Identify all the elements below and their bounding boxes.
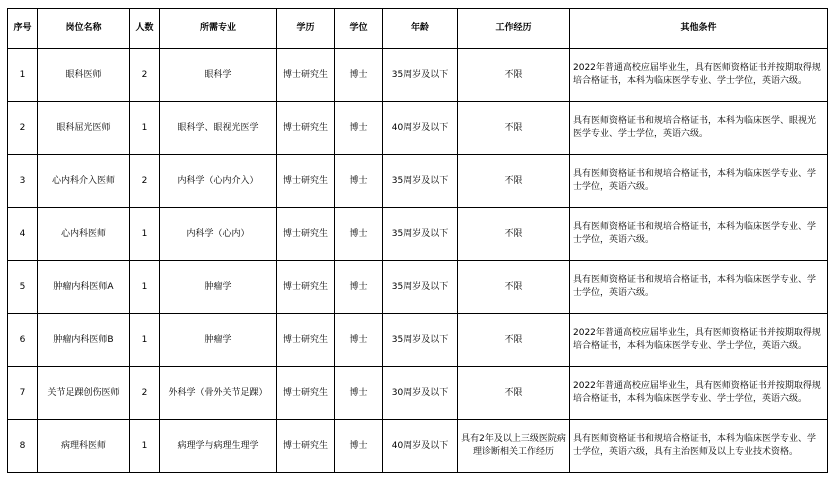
cell-other: 2022年普通高校应届毕业生，具有医师资格证书并按期取得规培合格证书，本科为临床医学专业、学士学位，英语六级。 [570,314,828,367]
table-row [8,102,828,155]
cell-experience: 不限 [458,367,570,420]
header-major: 所需专业 [160,9,277,49]
table-row [8,314,828,367]
cell-experience: 不限 [458,49,570,102]
cell-major: 眼科学 [160,49,277,102]
cell-other: 2022年普通高校应届毕业生，具有医师资格证书并按期取得规培合格证书，本科为临床医学专业、学士学位，英语六级。 [570,49,828,102]
cell-count: 1 [130,420,160,473]
cell-age: 35周岁及以下 [383,49,458,102]
cell-no: 3 [8,155,38,208]
table-row [8,155,828,208]
cell-age: 35周岁及以下 [383,155,458,208]
cell-post: 肿瘤内科医师A [38,261,130,314]
recruitment-table-container [7,8,828,473]
cell-age: 30周岁及以下 [383,367,458,420]
cell-degree: 博士 [335,314,383,367]
cell-experience: 不限 [458,314,570,367]
cell-major: 眼科学、眼视光医学 [160,102,277,155]
cell-no: 2 [8,102,38,155]
cell-experience: 不限 [458,102,570,155]
cell-age: 35周岁及以下 [383,208,458,261]
cell-post: 心内科医师 [38,208,130,261]
cell-major: 外科学（骨外关节足踝） [160,367,277,420]
cell-experience: 不限 [458,155,570,208]
cell-no: 6 [8,314,38,367]
cell-post: 眼科医师 [38,49,130,102]
cell-other: 2022年普通高校应届毕业生，具有医师资格证书并按期取得规培合格证书，本科为临床医学专业、学士学位，英语六级。 [570,367,828,420]
cell-count: 2 [130,367,160,420]
cell-major: 内科学（心内介入） [160,155,277,208]
cell-education: 博士研究生 [277,420,335,473]
cell-other: 具有医师资格证书和规培合格证书，本科为临床医学专业、学士学位，英语六级。 [570,155,828,208]
cell-no: 4 [8,208,38,261]
cell-count: 1 [130,314,160,367]
cell-age: 35周岁及以下 [383,261,458,314]
header-count: 人数 [130,9,160,49]
cell-experience: 不限 [458,261,570,314]
cell-age: 40周岁及以下 [383,102,458,155]
cell-experience: 具有2年及以上三级医院病理诊断相关工作经历 [458,420,570,473]
cell-education: 博士研究生 [277,208,335,261]
cell-no: 1 [8,49,38,102]
cell-count: 1 [130,208,160,261]
table-row [8,261,828,314]
cell-count: 1 [130,261,160,314]
table-row [8,420,828,473]
cell-post: 病理科医师 [38,420,130,473]
cell-no: 8 [8,420,38,473]
cell-count: 2 [130,155,160,208]
cell-other: 具有医师资格证书和规培合格证书，本科为临床医学专业、学士学位，英语六级，具有主治医师及以上专业技术资格。 [570,420,828,473]
cell-education: 博士研究生 [277,314,335,367]
cell-other: 具有医师资格证书和规培合格证书，本科为临床医学专业、学士学位，英语六级。 [570,208,828,261]
cell-degree: 博士 [335,102,383,155]
cell-major: 病理学与病理生理学 [160,420,277,473]
cell-major: 肿瘤学 [160,261,277,314]
cell-major: 肿瘤学 [160,314,277,367]
cell-no: 7 [8,367,38,420]
cell-age: 35周岁及以下 [383,314,458,367]
cell-degree: 博士 [335,155,383,208]
header-no: 序号 [8,9,38,49]
table-row [8,208,828,261]
cell-education: 博士研究生 [277,49,335,102]
cell-count: 1 [130,102,160,155]
header-education: 学历 [277,9,335,49]
cell-education: 博士研究生 [277,367,335,420]
cell-degree: 博士 [335,367,383,420]
cell-education: 博士研究生 [277,155,335,208]
cell-other: 具有医师资格证书和规培合格证书，本科为临床医学专业、学士学位，英语六级。 [570,261,828,314]
cell-education: 博士研究生 [277,102,335,155]
cell-experience: 不限 [458,208,570,261]
cell-degree: 博士 [335,261,383,314]
cell-post: 关节足踝创伤医师 [38,367,130,420]
table-row [8,367,828,420]
cell-degree: 博士 [335,208,383,261]
cell-no: 5 [8,261,38,314]
header-post: 岗位名称 [38,9,130,49]
cell-post: 眼科屈光医师 [38,102,130,155]
cell-post: 心内科介入医师 [38,155,130,208]
header-age: 年龄 [383,9,458,49]
header-other: 其他条件 [570,9,828,49]
cell-degree: 博士 [335,49,383,102]
cell-count: 2 [130,49,160,102]
header-experience: 工作经历 [458,9,570,49]
cell-degree: 博士 [335,420,383,473]
table-row [8,49,828,102]
header-degree: 学位 [335,9,383,49]
cell-age: 40周岁及以下 [383,420,458,473]
cell-other: 具有医师资格证书和规培合格证书，本科为临床医学、眼视光医学专业、学士学位，英语六级。 [570,102,828,155]
recruitment-table [7,8,828,473]
cell-major: 内科学（心内） [160,208,277,261]
cell-education: 博士研究生 [277,261,335,314]
cell-post: 肿瘤内科医师B [38,314,130,367]
header-row [8,9,828,49]
